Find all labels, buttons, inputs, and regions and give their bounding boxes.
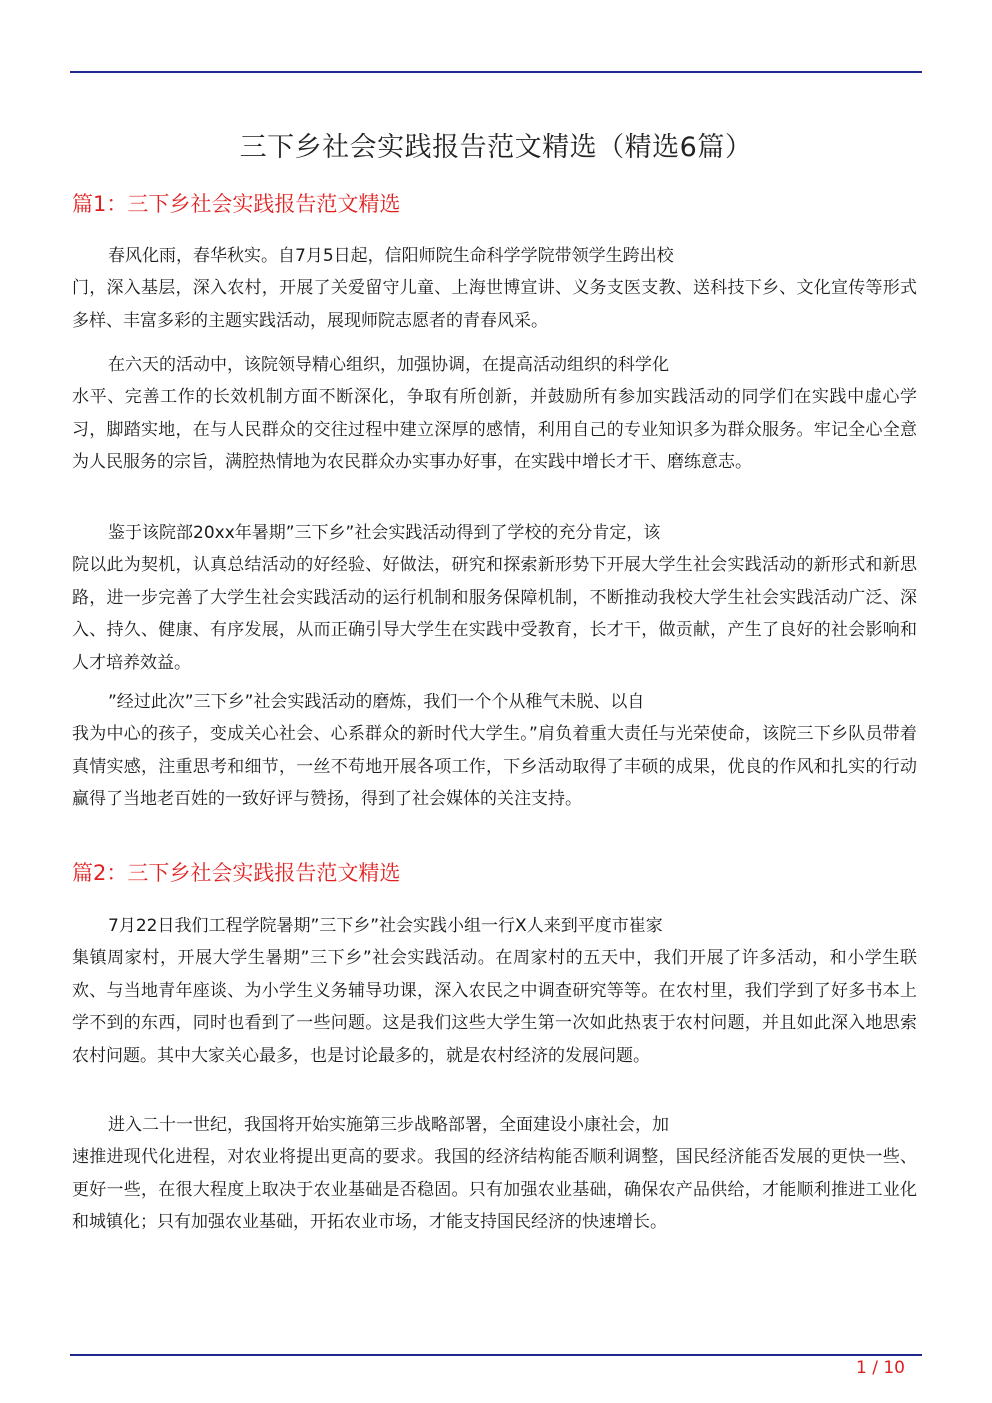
paragraph-body: 我为中心的孩子，变成关心社会、心系群众的新时代大学生。”肩负着重大责任与光荣使命，该院三下乡队员带着真情实感，注重思考和细节，一丝不苟地开展各项工作，下乡活动取得了丰硕的成果，优良的作风和扎实的行动赢得了当地老百姓的一致好评与赞扬，得到了社会媒体的关注支持。 bbox=[72, 724, 917, 810]
header-rule bbox=[70, 71, 922, 73]
paragraph-first-line: 春风化雨，春华秋实。自7月5日起，信阳师院生命科学学院带领学生跨出校 bbox=[108, 246, 674, 266]
section-1-heading: 篇1：三下乡社会实践报告范文精选 bbox=[72, 192, 401, 216]
section-2-heading: 篇2：三下乡社会实践报告范文精选 bbox=[72, 861, 401, 885]
paragraph-first-line: 在六天的活动中，该院领导精心组织，加强协调，在提高活动组织的科学化 bbox=[108, 355, 669, 375]
paragraph-body: 速推进现代化进程，对农业将提出更高的要求。我国的经济结构能否顺利调整，国民经济能否发展的更快一些、更好一些，在很大程度上取决于农业基础是否稳固。只有加强农业基础，确保农产品供给，才能顺利推进工业化和城镇化；只有加强农业基础，开拓农业市场，才能支持国民经济的快速增长。 bbox=[72, 1147, 917, 1233]
footer-rule bbox=[70, 1354, 922, 1356]
section-1-paragraph-1 bbox=[72, 240, 917, 337]
section-1-paragraph-4 bbox=[72, 686, 917, 816]
paragraph-body: 集镇周家村，开展大学生暑期”三下乡”社会实践活动。在周家村的五天中，我们开展了许多活动，和小学生联欢、与当地青年座谈、为小学生义务辅导功课，深入农民之中调查研究等等。在农村里，我们学到了好多书本上学不到的东西，同时也看到了一些问题。这是我们这些大学生第一次如此热衷于农村问题，并且如此深入地思索农村问题。其中大家关心最多，也是讨论最多的，就是农村经济的发展问题。 bbox=[72, 948, 917, 1066]
section-1-paragraph-2 bbox=[72, 349, 917, 479]
paragraph-body: 门，深入基层，深入农村，开展了关爱留守儿童、上海世博宣讲、义务支医支教、送科技下乡、文化宣传等形式多样、丰富多彩的主题实践活动，展现师院志愿者的青春风采。 bbox=[72, 278, 917, 331]
section-2-paragraph-2 bbox=[72, 1109, 917, 1239]
paragraph-body: 水平、完善工作的长效机制方面不断深化，争取有所创新，并鼓励所有参加实践活动的同学们在实践中虚心学习，脚踏实地，在与人民群众的交往过程中建立深厚的感情，利用自己的专业知识多为群众服务。牢记全心全意为人民服务的宗旨，满腔热情地为农民群众办实事办好事，在实践中增长才干、磨练意志。 bbox=[72, 387, 917, 473]
page-number: 1 / 10 bbox=[856, 1358, 905, 1378]
section-2-paragraph-1 bbox=[72, 910, 917, 1072]
paragraph-body: 院以此为契机，认真总结活动的好经验、好做法，研究和探索新形势下开展大学生社会实践活动的新形式和新思路，进一步完善了大学生社会实践活动的运行机制和服务保障机制，不断推动我校大学生社会实践活动广泛、深入、持久、健康、有序发展，从而正确引导大学生在实践中受教育，长才干，做贡献，产生了良好的社会影响和人才培养效益。 bbox=[72, 555, 917, 673]
paragraph-first-line: ”经过此次”三下乡”社会实践活动的磨炼，我们一个个从稚气未脱、以自 bbox=[108, 692, 645, 712]
document-title: 三下乡社会实践报告范文精选（精选6篇） bbox=[239, 132, 753, 163]
section-1-paragraph-3 bbox=[72, 517, 917, 679]
paragraph-first-line: 7月22日我们工程学院暑期”三下乡”社会实践小组一行X人来到平度市崔家 bbox=[108, 916, 663, 936]
paragraph-first-line: 进入二十一世纪，我国将开始实施第三步战略部署，全面建设小康社会，加 bbox=[108, 1115, 669, 1135]
paragraph-first-line: 鉴于该院部20xx年暑期”三下乡”社会实践活动得到了学校的充分肯定，该 bbox=[108, 523, 661, 543]
